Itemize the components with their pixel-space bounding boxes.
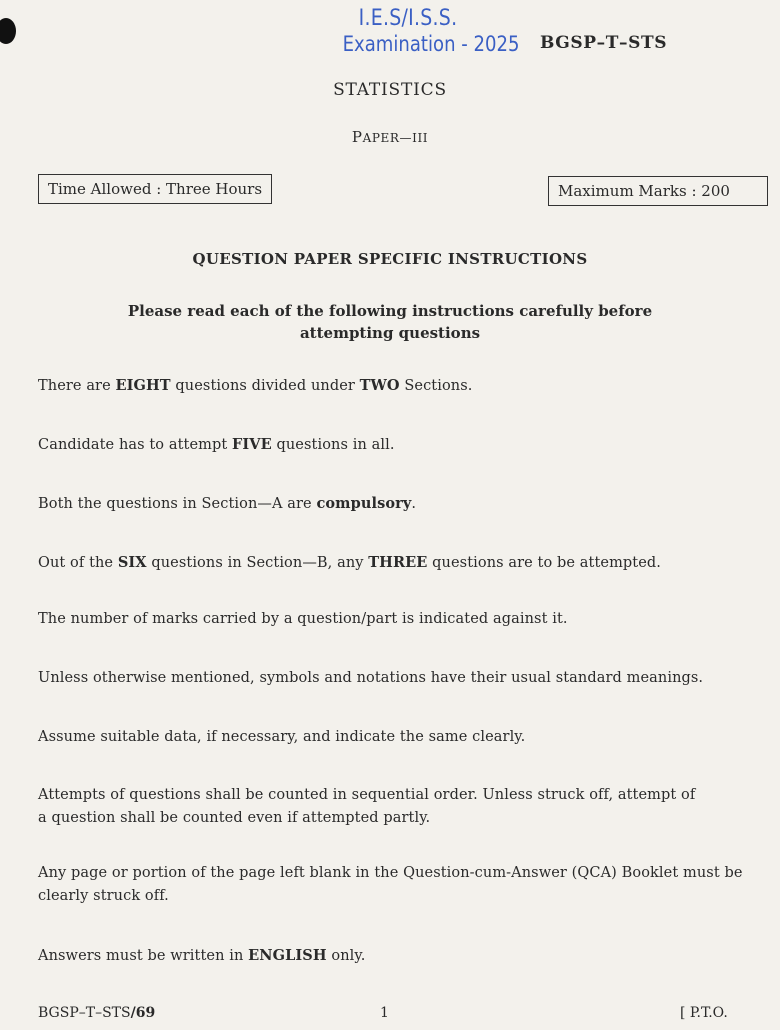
instruction-item: Both the questions in Section—A are compulsory. <box>38 495 417 512</box>
read-instructions-line2: attempting questions <box>299 324 481 342</box>
paper-rest: APER—III <box>362 131 429 145</box>
page-number: 1 <box>380 1005 389 1021</box>
instruction-item: Answers must be written in ENGLISH only. <box>38 947 366 964</box>
please-turn-over: [ P.T.O. <box>680 1005 728 1021</box>
read-instructions-note <box>0 300 780 344</box>
time-allowed-box: Time Allowed : Three Hours <box>38 174 272 204</box>
maximum-marks-box: Maximum Marks : 200 <box>548 176 768 206</box>
instruction-item: Unless otherwise mentioned, symbols and notations have their usual standard meanings. <box>38 670 704 686</box>
subject-title: STATISTICS <box>333 80 447 100</box>
paper-code: BGSP–T–STS <box>540 33 668 53</box>
punch-hole-mark <box>0 18 16 44</box>
exam-name: I.E.S/I.S.S. <box>358 6 458 31</box>
footer-paper-code: BGSP–T–STS/69 <box>38 1005 156 1021</box>
instruction-item: Out of the SIX questions in Section—B, any THREE questions are to be attempted. <box>38 554 662 571</box>
instruction-item: There are EIGHT questions divided under TWO Sections. <box>38 377 473 394</box>
read-instructions-line1: Please read each of the following instructions carefully before <box>127 302 653 320</box>
paper-prefix: P <box>351 128 363 146</box>
instruction-item: Attempts of questions shall be counted in sequential order. Unless struck off, attempt of a question shall be counted even if attempted partly. <box>38 787 696 826</box>
instruction-item: Candidate has to attempt FIVE questions in all. <box>38 436 395 453</box>
instruction-item: Assume suitable data, if necessary, and indicate the same clearly. <box>38 729 526 745</box>
instructions-heading: QUESTION PAPER SPECIFIC INSTRUCTIONS <box>192 250 588 268</box>
exam-header <box>342 6 520 57</box>
paper-number <box>0 128 780 146</box>
exam-year: Examination - 2025 <box>342 32 520 56</box>
instruction-item: The number of marks carried by a question/part is indicated against it. <box>38 611 568 627</box>
instruction-item: Any page or portion of the page left blank in the Question-cum-Answer (QCA) Booklet must be clearly struck off. <box>38 865 743 904</box>
